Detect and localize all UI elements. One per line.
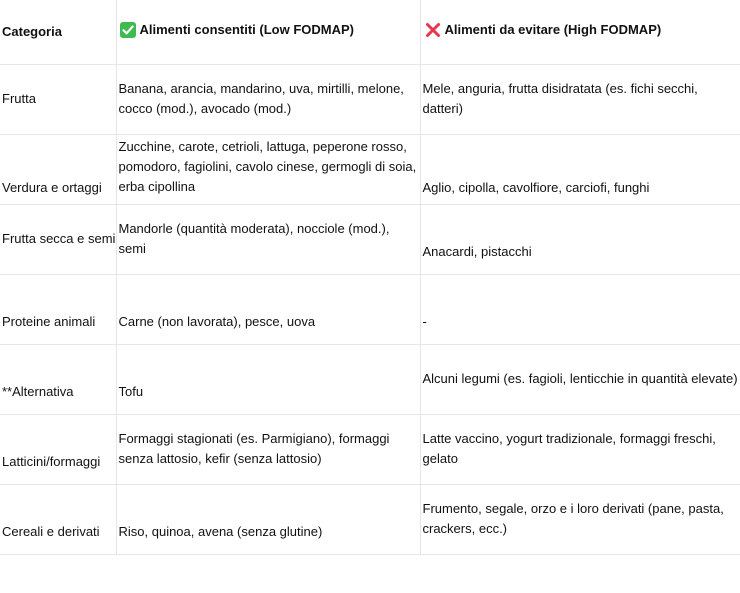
table-row (0, 484, 740, 554)
row-avoid: Alcuni legumi (es. fagioli, lenticchie in quantità elevate) (420, 344, 740, 414)
row-allowed: Zucchine, carote, cetrioli, lattuga, peperone rosso, pomodoro, fagiolini, cavolo cinese, germogli di soia, erba cipollina (116, 134, 420, 204)
row-allowed: Mandorle (quantità moderata), nocciole (mod.), semi (116, 204, 420, 274)
row-category: Frutta secca e semi (2, 231, 116, 246)
row-allowed: Carne (non lavorata), pesce, uova (116, 274, 420, 344)
header-allowed-label: Alimenti consentiti (Low FODMAP) (139, 21, 354, 37)
header-category: Categoria (2, 23, 62, 39)
cross-mark-icon (425, 22, 441, 38)
row-avoid: - (420, 274, 740, 344)
row-avoid: Latte vaccino, yogurt tradizionale, formaggi freschi, gelato (420, 414, 740, 484)
row-allowed: Formaggi stagionati (es. Parmigiano), formaggi senza lattosio, kefir (senza lattosio) (116, 414, 420, 484)
table-row (0, 134, 740, 204)
row-avoid: Aglio, cipolla, cavolfiore, carciofi, funghi (420, 134, 740, 204)
row-allowed: Banana, arancia, mandarino, uva, mirtilli, melone, cocco (mod.), avocado (mod.) (116, 64, 420, 134)
header-avoid-label: Alimenti da evitare (High FODMAP) (444, 21, 662, 37)
row-category: **Alternativa (2, 383, 74, 399)
table-row (0, 274, 740, 344)
row-category: Latticini/formaggi (2, 453, 101, 469)
row-category: Cereali e derivati (2, 523, 100, 539)
row-category: Frutta (2, 91, 36, 106)
check-mark-button-icon (120, 22, 136, 38)
row-avoid: Anacardi, pistacchi (420, 204, 740, 274)
row-allowed: Tofu (116, 344, 420, 414)
header-allowed (116, 0, 420, 64)
row-avoid: Mele, anguria, frutta disidratata (es. fichi secchi, datteri) (420, 64, 740, 134)
row-avoid: Frumento, segale, orzo e i loro derivati (pane, pasta, crackers, ecc.) (420, 484, 740, 554)
table-row (0, 64, 740, 134)
header-avoid (420, 0, 740, 64)
row-category: Verdura e ortaggi (2, 179, 102, 195)
table-row (0, 414, 740, 484)
row-category: Proteine animali (2, 313, 96, 329)
row-allowed: Riso, quinoa, avena (senza glutine) (116, 484, 420, 554)
table-row (0, 344, 740, 414)
table-row (0, 204, 740, 274)
table-header-row (0, 0, 740, 64)
